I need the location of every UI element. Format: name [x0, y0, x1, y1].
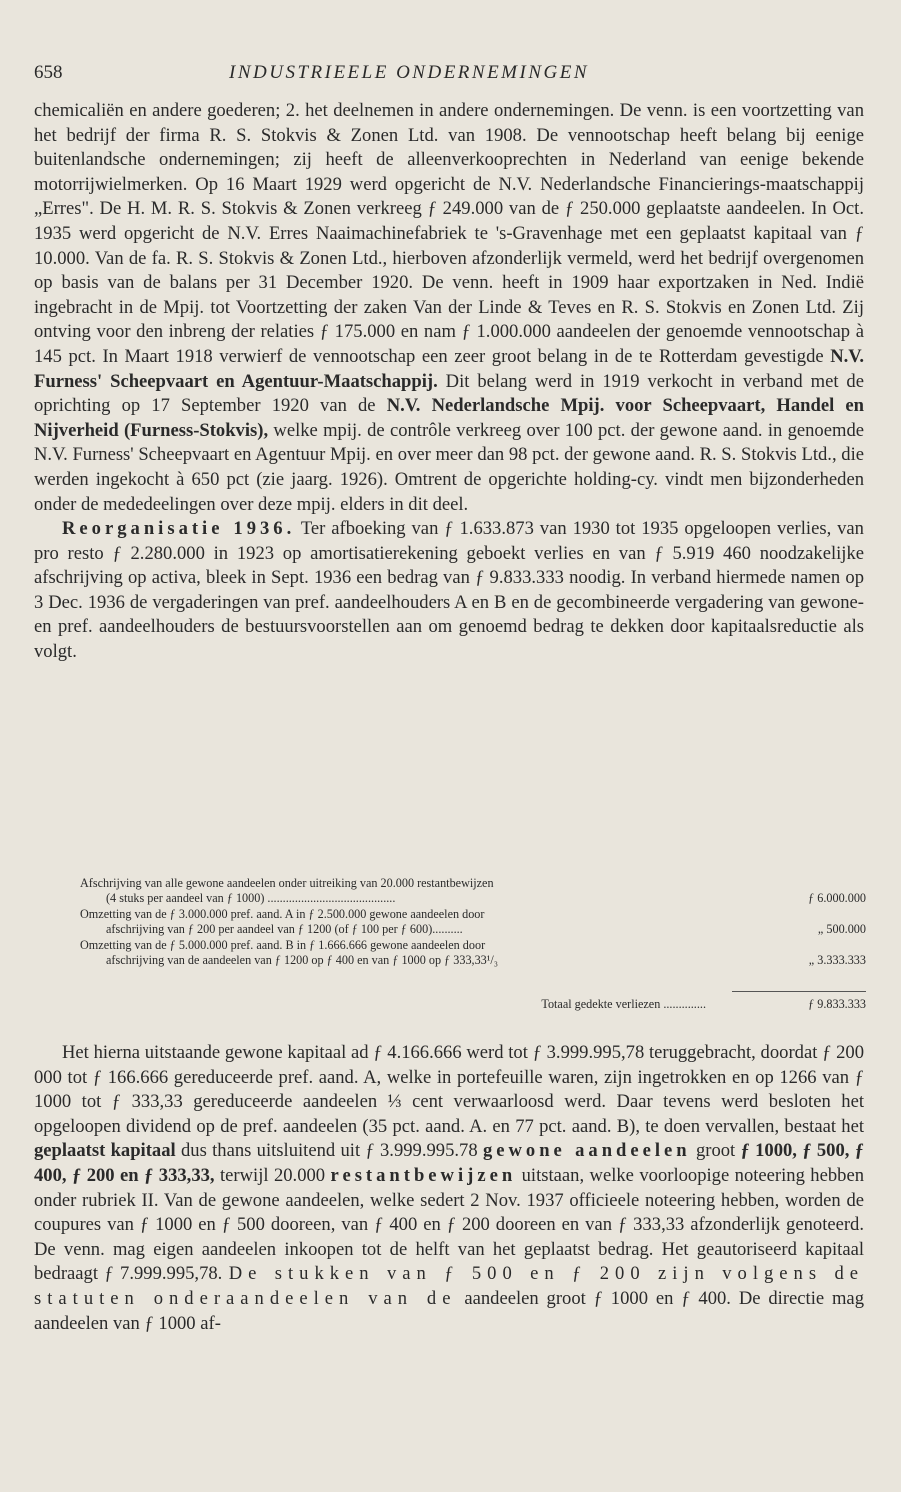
total-amount: ƒ 9.833.333: [808, 997, 866, 1011]
table-row: [80, 907, 866, 938]
text-run: terwijl 20.000: [214, 1164, 331, 1186]
page-header: [34, 62, 865, 92]
section-heading: Reorganisatie 1936.: [62, 518, 296, 540]
text-run: Ter afboeking van ƒ 1.633.873 van 1930 tot 1935 opgeloopen verlies, van pro resto ƒ 2.280.000 in 1923 op amortisatierekening geboekt verlies en van ƒ 5.919 460 noodzakelijke afschrijving op activa, bleek in Sept. 1936 een bedrag van ƒ 9.833.333 noodig. In verband hiermede namen op 3 Dec. 1936 de vergaderingen van pref. aandeelhouders A en B en de gecombineerde vergadering van gewone- en pref. aandeelhouders de bestuursvoorstellen aan om genoemd bedrag te dekken door kapitaalsreductie als volgt.: [34, 518, 864, 663]
bold-company-name: N.V. Nederlandsche Mpij. voor Scheepvaart, Handel en Nijverheid (Furness-Stokvis),: [34, 395, 864, 441]
row-description: afschrijving van de aandeelen van ƒ 1200 op ƒ 400 en van ƒ 1000 op ƒ 333,33¹/₃: [106, 953, 499, 968]
paragraph-capital: [34, 1041, 864, 1336]
body-text-bottom: [34, 1041, 864, 1336]
row-description: afschrijving van ƒ 200 per aandeel van ƒ 1200 (of ƒ 100 per ƒ 600)..........: [106, 922, 463, 937]
reduction-table: [80, 876, 866, 1011]
table-row: [80, 938, 866, 969]
text-run: dus thans uitsluitend uit ƒ 3.999.995.78: [175, 1140, 483, 1162]
text-run: aandeelen groot ƒ 1000 en ƒ 400. De directie mag aandeelen van ƒ 1000 af-: [34, 1287, 864, 1334]
total-rule: [732, 991, 866, 992]
bold-company-name: N.V. Furness' Scheepvaart en Agentuur-Maatschappij.: [34, 345, 864, 392]
spaced-sentence: De stukken van ƒ 500 en ƒ 200 zijn volgens de statuten onderaandeelen van de: [34, 1263, 865, 1309]
body-text-top: [34, 99, 864, 665]
text-run: uitstaan, welke voorloopige noteering hebben onder rubriek II. Van de gewone aandeelen, welke sedert 2 Nov. 1937 officieele noteering hebben, worden de coupures van ƒ 1000 en ƒ 500 dooreen, van ƒ 400 en ƒ 200 dooreen en van ƒ 333,33 afzonderlijk genoteerd. De venn. mag eigen aandeelen inkoopen tot de helft van het geplaatst bedrag. Het geautoriseerd kapitaal bedraagt ƒ 7.999.995,78.: [34, 1164, 864, 1285]
row-description: Afschrijving van alle gewone aandeelen onder uitreiking van 20.000 restantbewijzen: [80, 876, 494, 890]
row-description: Omzetting van de ƒ 5.000.000 pref. aand. B in ƒ 1.666.666 gewone aandeelen door: [80, 937, 486, 952]
row-amount: ƒ 6.000.000: [808, 891, 866, 906]
paragraph-reorganisation: [34, 517, 864, 665]
bold-term: geplaatst kapitaal: [34, 1140, 176, 1162]
text-run: chemicaliën en andere goederen; 2. het deelnemen in andere ondernemingen. De venn. is een voortzetting van het bedrijf der firma R. S. Stokvis & Zonen Ltd. van 1908. De vennootschap heeft belang bij eenige buitenlandsche ondernemingen; zij heeft de alleenverkooprechten in Nederland van eenige bekende motorrijwielmerken. Op 16 Maart 1929 werd opgericht de N.V. Nederlandsche Financierings-maatschappij „Erres". De H. M. R. S. Stokvis & Zonen verkreeg ƒ 249.000 van de ƒ 250.000 geplaatste aandeelen. In Oct. 1935 werd opgericht de N.V. Erres Naaimachinefabriek te 's-Gravenhage met een geplaatst kapitaal van ƒ 10.000. Van de fa. R. S. Stokvis & Zonen Ltd., hierboven afzonderlijk vermeld, werd het bedrijf overgenomen op basis van de balans per 31 December 1920. De venn. heeft in 1909 haar exportzaken in Ned. Indië ingebracht in de Mpij. tot Voortzetting der zaken Van der Linde & Teves en R. S. Stokvis en Zonen Ltd. Zij ontving voor den inbreng der relaties ƒ 175.000 en nam ƒ 1.000.000 aandeelen der genoemde vennootschap à 145 pct. In Maart 1918 verwierf de vennootschap een zeer groot belang in de te Rotterdam gevestigde: [34, 100, 864, 367]
running-title: INDUSTRIEELE ONDERNEMINGEN: [229, 62, 590, 83]
row-description: (4 stuks per aandeel van ƒ 1000) ..........................................: [106, 891, 396, 906]
row-amount: „ 500.000: [817, 922, 866, 937]
spaced-term: gewone aandeelen: [482, 1140, 691, 1162]
total-label: Totaal gedekte verliezen ..............: [541, 997, 706, 1011]
bold-amounts: ƒ 1000, ƒ 500, ƒ 400, ƒ 200 en ƒ 333,33,: [34, 1140, 864, 1186]
spaced-term: restantbewijzen: [330, 1164, 517, 1186]
page-number: 658: [34, 62, 63, 83]
text-run: welke mpij. de contrôle verkreeg over 100 pct. der gewone aand. in genoemde N.V. Furness' Scheepvaart en Agentuur Mpij. en over meer dan 98 pct. der gewone aand. R. S. Stokvis Ltd., die werden ingekocht à 650 pct (zie jaarg. 1926). Omtrent de opgerichte holding-cy. vindt men bijzonderheden onder de mededeelingen over deze mpij. elders in dit deel.: [34, 419, 864, 515]
text-run: Dit belang werd in 1919 verkocht in verband met de oprichting op 17 September 1920 van de: [34, 370, 864, 417]
row-amount: „ 3.333.333: [808, 953, 866, 968]
text-run: Het hierna uitstaande gewone kapitaal ad ƒ 4.166.666 werd tot ƒ 3.999.995,78 teruggebracht, doordat ƒ 200 000 tot ƒ 166.666 gereduceerde pref. aand. A, welke in portefeuille waren, zijn ingetrokken en op 1266 van ƒ 1000 tot ƒ 333,33 gereduceerde aandeelen ⅓ cent verwaarloosd werd. Daar tevens werd besloten het opgeloopen dividend op de pref. aandeelen (35 pct. aand. A. en 77 pct. aand. B), te doen vervallen, bestaat het: [34, 1042, 864, 1137]
table-row: [80, 876, 866, 907]
text-run: groot: [690, 1140, 741, 1162]
row-description: Omzetting van de ƒ 3.000.000 pref. aand. A in ƒ 2.500.000 gewone aandeelen door: [80, 906, 485, 921]
paragraph-company-history: [34, 99, 864, 517]
